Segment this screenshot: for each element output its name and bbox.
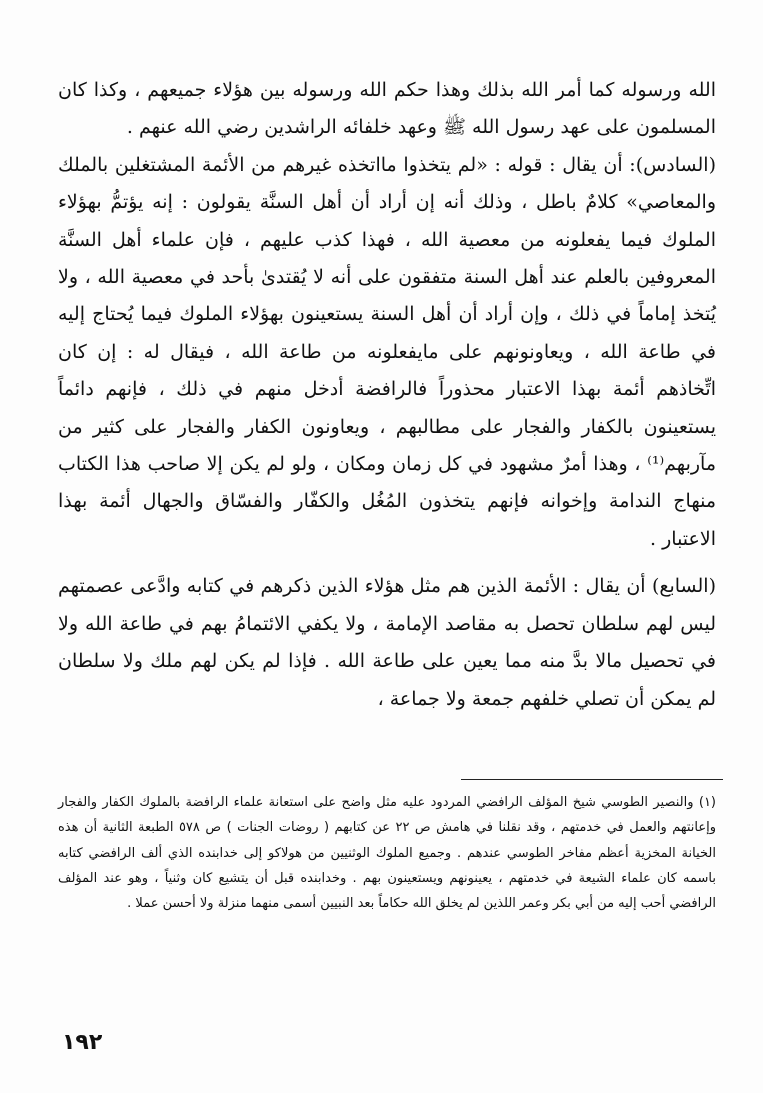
paragraph-sixth: (السادس): أن يقال : قوله : «لم يتخذوا مااتخذه غيرهم من الأئمة المشتغلين بالملك والمعاصي» كلامٌ باطل ، وذلك أنه إن أراد أن أهل السنَّة يقولون : إنه يؤتمُّ بهؤلاء الملوك فيما يفعلونه من معصية الله ، فهذا كذب عليهم ، فإن علماء أهل السنَّة المعروفين بالعلم عند أهل السنة متفقون على أنه لا يُقتدىٰ بأحد في معصية الله ، ولا يُتخذ إماماً في ذلك ، وإن أراد أن أهل السنة يستعينون بهؤلاء الملوك فيما يُحتاج إليه في طاعة الله ، ويعاونونهم على مايفعلونه من طاعة الله ، فيقال له : إن كان اتِّخاذهم أئمة بهذا الاعتبار محذوراً فالرافضة أدخل منهم في ذلك ، فإنهم دائماً يستعينون بالكفار والفجار على مطالبهم ، ويعاونون الكفار والفجار على كثير من مآربهم⁽¹⁾ ، وهذا أمرٌ مشهود في كل زمان ومكان ، ولو لم يكن إلا صاحب هذا الكتاب منهاج الندامة وإخوانه فإنهم يتخذون المُغُل والكفّار والفسّاق والجهال أئمة بهذا الاعتبار . [58, 153, 716, 550]
page-number: ١٩٢ [62, 1030, 103, 1055]
footnote-divider [461, 779, 723, 780]
paragraph-continuation: الله ورسوله كما أمر الله بذلك وهذا حكم الله ورسوله بين هؤلاء جميعهم ، وكذا كان المسلمون على عهد رسول الله ﷺ وعهد خلفائه الراشدين رضي الله عنهم . [58, 79, 716, 139]
footnote: (١) والنصير الطوسي شيخ المؤلف الرافضي المردود عليه مثل واضح على استعانة علماء الرافضة بالملوك الكفار والفجار وإعانتهم والعمل في خدمتهم ، وقد نقلنا في هامش ص ٢٢ عن كتابهم ( روضات الجنات ) ص ٥٧٨ الطبعة الثانية أن هذه الخيانة المخزية أعظم مفاخر الطوسي عندهم . وجميع الملوك الوثنيين من هولاكو إلى خدابنده الذي ألف الرافضي كتابه باسمه كان علماء الشيعة في خدمتهم ، يعينونهم ويستعينون بهم . وخدابنده قبل أن يتشيع كان وثنياً ، وهو عند المؤلف الرافضي أحب إليه من أبي بكر وعمر اللذين لم يخلق الله حكاماً بعد النبيين أسمى منهما منزلة ولا أحسن عملا . [58, 795, 716, 912]
paragraph-seventh: (السابع) أن يقال : الأئمة الذين هم مثل هؤلاء الذين ذكرهم في كتابه وادَّعى عصمتهم ليس لهم سلطان تحصل به مقاصد الإمامة ، ولا يكفي الائتمامُ بهم في طاعة الله ولا في تحصيل مالا بدَّ منه مما يعين على طاعة الله . فإذا لم يكن لهم ملك ولا سلطان لم يمكن أن تصلي خلفهم جمعة ولا جماعة ، [58, 575, 716, 710]
main-text [58, 72, 716, 718]
